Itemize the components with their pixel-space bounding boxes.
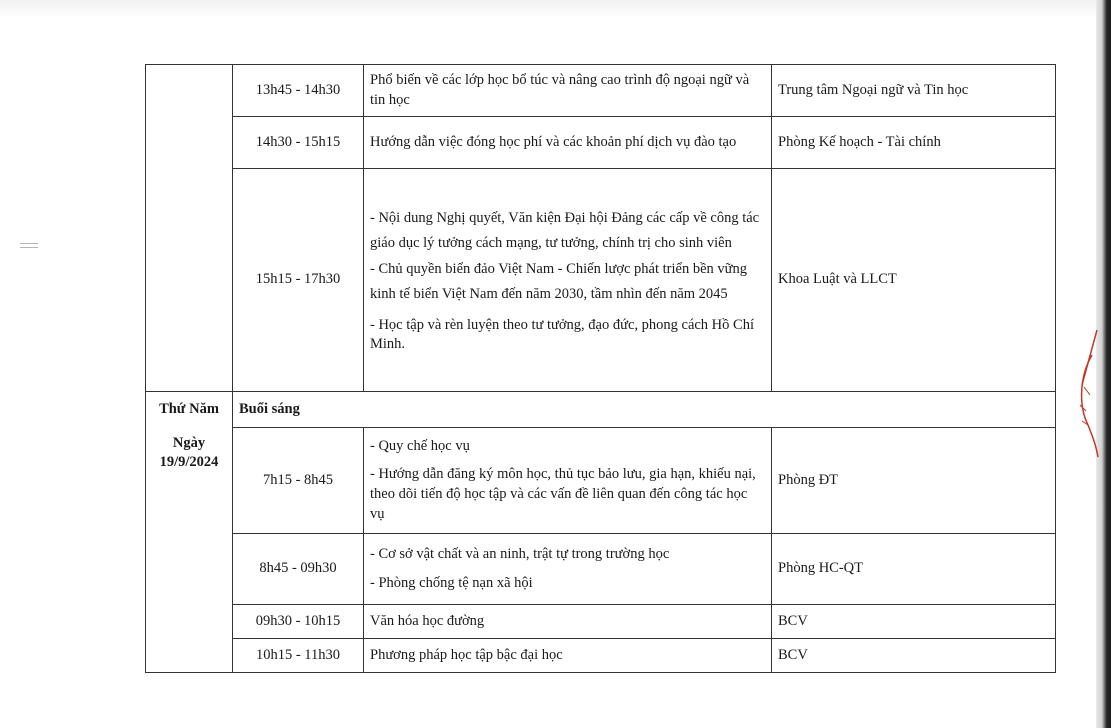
table-row	[146, 117, 1056, 169]
content-cell	[364, 428, 772, 534]
time-cell: 13h45 - 14h30	[233, 65, 364, 117]
table-row	[146, 605, 1056, 639]
unit-cell: BCV	[772, 605, 1056, 639]
content-line: - Cơ sở vật chất và an ninh, trật tự trong trường học	[370, 545, 670, 562]
day-cell	[146, 392, 233, 673]
scan-top-shadow	[0, 0, 1096, 18]
table-row	[146, 428, 1056, 534]
content-cell	[364, 65, 772, 117]
table-row	[146, 65, 1056, 117]
content-cell	[364, 534, 772, 605]
content-line: - Học tập và rèn luyện theo tư tưởng, đạo đức, phong cách Hồ Chí Minh.	[370, 317, 754, 353]
content-line: - Quy chế học vụ	[370, 437, 470, 454]
margin-mark	[20, 240, 38, 250]
unit-cell: Phòng HC-QT	[772, 534, 1056, 605]
content-line: Phổ biến về các lớp học bổ túc và nâng cao trình độ ngoại ngữ và tin học	[370, 71, 750, 108]
orientation-schedule-table	[145, 64, 1056, 673]
content-line: Phương pháp học tập bậc đại học	[370, 646, 563, 663]
session-header: Buổi sáng	[233, 392, 1056, 428]
time-cell: 8h45 - 09h30	[233, 534, 364, 605]
time-cell: 7h15 - 8h45	[233, 428, 364, 534]
table-row	[146, 169, 1056, 392]
content-line: - Chủ quyền biển đảo Việt Nam - Chiến lược phát triển bền vững kinh tế biển Việt Nam đến năm 2030, tầm nhìn đến năm 2045	[370, 260, 748, 303]
unit-cell: Phòng ĐT	[772, 428, 1056, 534]
content-line: Văn hóa học đường	[370, 612, 485, 629]
day-cell-empty	[146, 65, 233, 392]
unit-cell: Phòng Kế hoạch - Tài chính	[772, 117, 1056, 169]
unit-cell: Trung tâm Ngoại ngữ và Tin học	[772, 65, 1056, 117]
time-cell: 14h30 - 15h15	[233, 117, 364, 169]
content-cell	[364, 605, 772, 639]
content-line: - Nội dung Nghị quyết, Văn kiện Đại hội Đảng các cấp về công tác giáo dục lý tưởng cách mạng, tư tưởng, chính trị cho sinh viên	[370, 209, 760, 252]
content-line: Hướng dẫn việc đóng học phí và các khoản phí dịch vụ đào tạo	[370, 133, 737, 150]
table-row	[146, 639, 1056, 673]
unit-cell: Khoa Luật và LLCT	[772, 169, 1056, 392]
date-value: 19/9/2024	[159, 454, 219, 471]
content-cell	[364, 117, 772, 169]
content-cell	[364, 639, 772, 673]
day-name: Thứ Năm	[159, 401, 219, 417]
time-cell: 10h15 - 11h30	[233, 639, 364, 673]
content-cell	[364, 169, 772, 392]
table-row	[146, 392, 1056, 428]
red-stamp-fragment	[1070, 325, 1100, 465]
content-line: - Phòng chống tệ nạn xã hội	[370, 574, 533, 591]
unit-cell: BCV	[772, 639, 1056, 673]
date-label: Ngày	[172, 434, 206, 451]
content-line: - Hướng dẫn đăng ký môn học, thủ tục bảo lưu, gia hạn, khiếu nại, theo dõi tiến độ học tập và các vấn đề liên quan đến công tác học vụ	[370, 466, 756, 522]
table-row	[146, 534, 1056, 605]
time-cell: 09h30 - 10h15	[233, 605, 364, 639]
time-cell: 15h15 - 17h30	[233, 169, 364, 392]
